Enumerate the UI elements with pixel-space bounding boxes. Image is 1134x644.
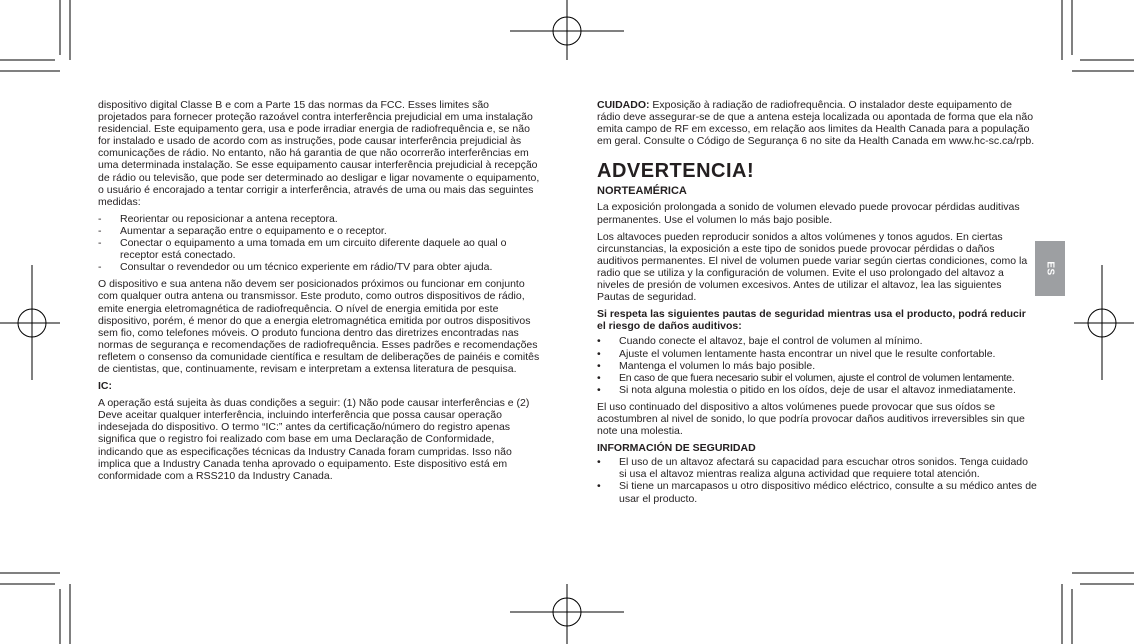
left-column <box>98 99 540 487</box>
registration-target-right <box>1074 265 1134 380</box>
continued-use-paragraph: El uso continuado del dispositivo a altos volúmenes puede provocar que sus oídos se acostumbren al nivel de sonido, lo que podría provocar daños auditivos irreversibles sin que note una molestia. <box>597 400 1025 438</box>
dash-marker: - <box>98 237 102 250</box>
bullet-marker: • <box>597 335 601 348</box>
warning-heading: ADVERTENCIA! <box>597 160 755 183</box>
list-item: - Aumentar a separação entre o equipamento e o receptor. <box>98 224 387 237</box>
ic-label: IC: <box>98 380 112 393</box>
list-item: • Si tiene un marcapasos u otro dispositivo médico eléctrico, consulte a su médico antes de usar el producto. <box>597 480 1037 505</box>
rf-energy-paragraph: O dispositivo e sua antena não devem ser posicionados próximos ou funcionar em conjunto com qualquer outra antena ou transmissor. Este produto, como outros dispositivos de rádio, emite energia eletromagnética de radiofrequência. O nível de energia emitida por este dispositivo, porém, é menor do que a energia eletromagnética emitida por outros dispositivos sem fio, como telefones móveis. O produto funciona dentro das diretrizes encontradas nas normas de segurança e recomendações de radiofrequência. Esses padrões e recomendações refletem o consenso da comunidade científica e resultam de deliberações de painéis e comitês de cientistas, que, continuamente, revisam e interpretam a extensa literatura de pesquisa. <box>98 278 540 375</box>
registration-target-bottom <box>510 584 624 644</box>
safety-guidelines-list <box>597 335 1037 395</box>
bullet-marker: • <box>597 359 601 372</box>
list-item: - Conectar o equipamento a uma tomada em um circuito diferente daquele ao qual o receptor está conectado. <box>98 237 507 262</box>
list-item: • Si nota alguna molestia o pitido en los oídos, deje de usar el altavoz inmediatamente. <box>597 383 1016 396</box>
safety-info-heading: INFORMACIÓN DE SEGURIDAD <box>597 442 756 455</box>
fcc-paragraph: dispositivo digital Classe B e com a Parte 15 das normas da FCC. Esses limites são projetados para fornecer proteção razoável contra interferência prejudicial em uma instalação residencial. Este equipamento gera, usa e pode irradiar energia de radiofrequência e, se não for instalado e usado de acordo com as instruções, pode causar interferência prejudicial às comunicações de rádio. No entanto, não há garantia de que não ocorrerão interferências em uma determinada instalação. Se esse equipamento causar interferência prejudicial à recepção de rádio ou televisão, que pode ser determinado ao desligar e ligar novamente o equipamento, o usuário é encorajado a tentar corrigir a interferência, através de uma ou mais das seguintes medidas: <box>98 99 540 208</box>
registration-target-top <box>510 0 624 60</box>
right-column <box>597 99 1037 510</box>
bullet-marker: • <box>597 456 601 469</box>
safety-info-list <box>597 456 1037 504</box>
dash-marker: - <box>98 212 102 225</box>
list-item: • El uso de un altavoz afectará su capacidad para escuchar otros sonidos. Tenga cuidado si usa el altavoz mientras realiza alguna actividad que requiere total atención. <box>597 456 1028 481</box>
ic-paragraph: A operação está sujeita às duas condições a seguir: (1) Não pode causar interferências e (2) Deve aceitar qualquer interferência, incluindo interferência que possa causar operação indesejada do dispositivo. O termo “IC:” antes da certificação/número do registro apenas significa que o registro foi realizado com base em uma Declaração de Conformidade, indicando que as especificações técnicas da Industry Canada foram cumpridas. Isso não implica que a Industry Canada tenha aprovado o equipamento. Este dispositivo está em conformidade com a RSS210 da Industry Canada. <box>98 397 530 482</box>
bullet-marker: • <box>597 383 601 396</box>
caution-paragraph <box>597 99 1037 147</box>
registration-target-left <box>0 265 60 380</box>
list-item: • Ajuste el volumen lentamente hasta encontrar un nivel que le resulte confortable. <box>597 347 996 360</box>
language-tab-label: ES <box>1044 261 1056 276</box>
bullet-marker: • <box>597 371 601 384</box>
list-item: - Consultar o revendedor ou um técnico experiente em rádio/TV para obter ajuda. <box>98 261 493 274</box>
language-tab <box>1035 241 1065 296</box>
speakers-paragraph: Los altavoces pueden reproducir sonidos a altos volúmenes y tonos agudos. En ciertas circunstancias, la exposición a este tipo de sonidos puede provocar pérdidas o daños auditivos permanentes. El nivel de volumen puede variar según ciertas condiciones, como la radio que se utiliza y la configuración de volumen. Evite el uso prolongado del altavoz a niveles de presión de volumen excesivos. Antes de utilizar el altavoz, lea las siguientes Pautas de seguridad. <box>597 230 1028 304</box>
hearing-loss-paragraph: La exposición prolongada a sonido de volumen elevado puede provocar pérdidas auditivas permanentes. Use el volumen lo más bajo posible. <box>597 201 1020 226</box>
region-heading: NORTEAMÉRICA <box>597 185 687 198</box>
interference-measures-list <box>98 213 540 273</box>
dash-marker: - <box>98 224 102 237</box>
list-item: - Reorientar ou reposicionar a antena receptora. <box>98 212 338 225</box>
guidelines-heading: Si respeta las siguientes pautas de seguridad mientras usa el producto, podrá reducir el riesgo de daños auditivos: <box>597 308 1026 333</box>
caution-text: Exposição à radiação de radiofrequência. O instalador deste equipamento de rádio deve assegurar-se de que a antena esteja localizada ou apontada de forma que ela não emita campo de RF em excesso, em relação aos limites da Health Canada para a população em geral. Consulte o Código de Segurança 6 no site da Health Canada em www.hc-sc.ca/rpb. <box>597 99 1035 148</box>
bullet-marker: • <box>597 347 601 360</box>
list-item: • Cuando conecte el altavoz, baje el control de volumen al mínimo. <box>597 335 923 348</box>
list-item: • En caso de que fuera necesario subir el volumen, ajuste el control de volumen lentamente. <box>597 371 1015 384</box>
dash-marker: - <box>98 261 102 274</box>
caution-label: CUIDADO: <box>597 99 650 111</box>
list-item: • Mantenga el volumen lo más bajo posible. <box>597 359 816 372</box>
bullet-marker: • <box>597 480 601 493</box>
